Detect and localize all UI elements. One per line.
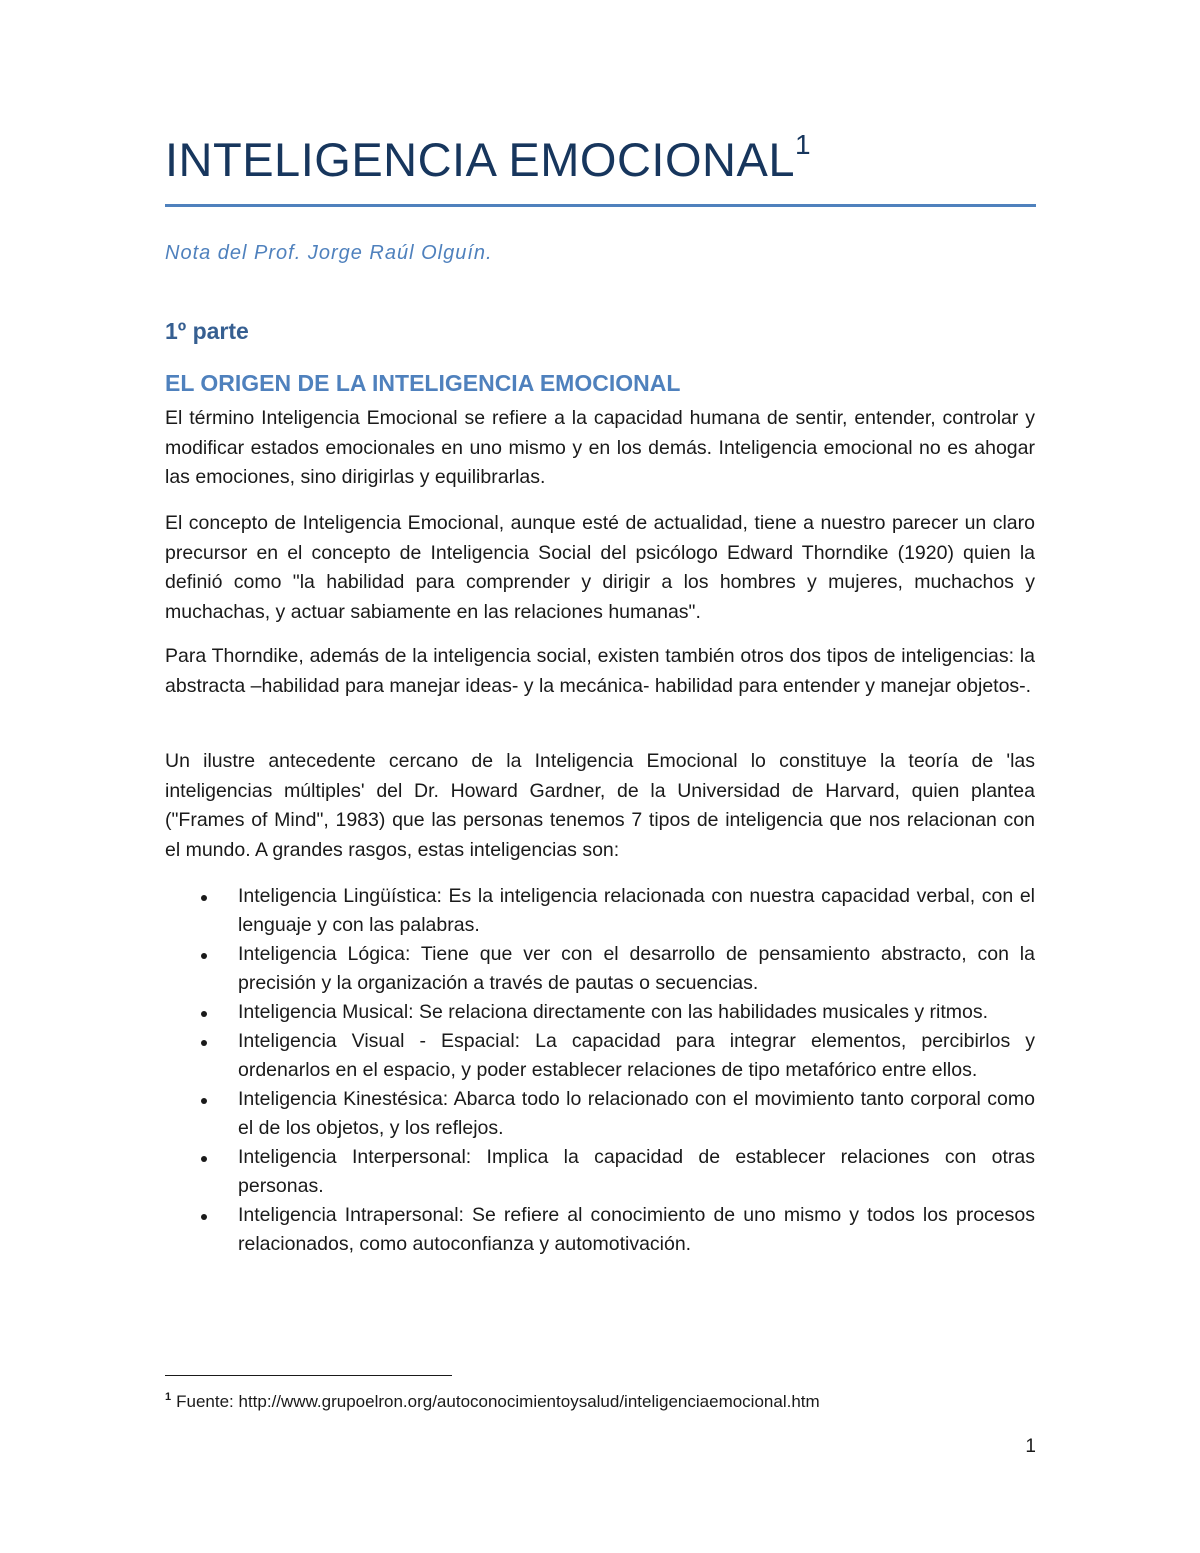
page-number: 1 <box>1025 1436 1036 1457</box>
bullet-icon <box>201 1214 207 1220</box>
list-item <box>238 882 1035 940</box>
list-item <box>238 1027 1035 1085</box>
author-note: Nota del Prof. Jorge Raúl Olguín. <box>165 242 493 264</box>
footnote-separator <box>165 1375 452 1376</box>
list-item-text: Inteligencia Interpersonal: Implica la capacidad de establecer relaciones con otras personas. <box>238 1146 1035 1197</box>
footnote-text: Fuente: http://www.grupoelron.org/autoconocimientoysalud/inteligenciaemocional.htm <box>176 1392 820 1411</box>
title-underline-rule <box>165 204 1036 207</box>
bullet-icon <box>201 1011 207 1017</box>
bullet-icon <box>201 1098 207 1104</box>
footnote-marker: 1 <box>165 1391 172 1403</box>
list-item-text: Inteligencia Visual - Espacial: La capacidad para integrar elementos, percibirlos y ordenarlos en el espacio, y poder establecer relaciones de tipo metafórico entre ellos. <box>238 1030 1035 1081</box>
paragraph-gardner: Un ilustre antecedente cercano de la Inteligencia Emocional lo constituye la teoría de 'las inteligencias múltiples' del Dr. Howard Gardner, de la Universidad de Harvard, quien plantea ("Frames of Mind", 1983) que las personas tenemos 7 tipos de inteligencia que nos relacionan con el mundo. A grandes rasgos, estas inteligencias son: <box>165 750 1035 861</box>
bullet-icon <box>201 1040 207 1046</box>
paragraph-thorndike-types: Para Thorndike, además de la inteligencia social, existen también otros dos tipos de inteligencias: la abstracta –habilidad para manejar ideas- y la mecánica- habilidad para entender y manejar objetos-. <box>165 645 1035 697</box>
paragraph-definition: El término Inteligencia Emocional se refiere a la capacidad humana de sentir, entender, controlar y modificar estados emocionales en uno mismo y en los demás. Inteligencia emocional no es ahogar las emociones, sino dirigirlas y equilibrarlas. <box>165 407 1035 488</box>
bullet-icon <box>201 953 207 959</box>
title-text: INTELIGENCIA EMOCIONAL <box>165 133 795 186</box>
list-item <box>238 1201 1035 1259</box>
list-item-text: Inteligencia Intrapersonal: Se refiere al conocimiento de uno mismo y todos los procesos relacionados, como autoconfianza y automotivación. <box>238 1204 1035 1255</box>
list-item-text: Inteligencia Lingüística: Es la inteligencia relacionada con nuestra capacidad verbal, con el lenguaje y con las palabras. <box>238 885 1035 936</box>
list-item-text: Inteligencia Musical: Se relaciona directamente con las habilidades musicales y ritmos. <box>238 1001 989 1023</box>
bullet-icon <box>201 1156 207 1162</box>
list-item <box>238 940 1035 998</box>
list-item <box>238 1085 1035 1143</box>
section-heading: EL ORIGEN DE LA INTELIGENCIA EMOCIONAL <box>165 370 681 396</box>
list-item-text: Inteligencia Kinestésica: Abarca todo lo relacionado con el movimiento tanto corporal como el de los objetos, y los reflejos. <box>238 1088 1035 1139</box>
list-item-text: Inteligencia Lógica: Tiene que ver con el desarrollo de pensamiento abstracto, con la precisión y la organización a través de pautas o secuencias. <box>238 943 1035 994</box>
footnote <box>165 1392 820 1412</box>
document-title <box>165 129 812 187</box>
intelligences-list <box>238 882 1035 1259</box>
paragraph-thorndike-concept: El concepto de Inteligencia Emocional, aunque esté de actualidad, tiene a nuestro parecer un claro precursor en el concepto de Inteligencia Social del psicólogo Edward Thorndike (1920) quien la definió como "la habilidad para comprender y dirigir a los hombres y mujeres, muchachos y muchachas, y actuar sabiamente en las relaciones humanas". <box>165 512 1035 623</box>
part-heading: 1º parte <box>165 318 249 344</box>
list-item <box>238 1143 1035 1201</box>
list-item <box>238 998 1035 1027</box>
bullet-icon <box>201 895 207 901</box>
title-footnote-marker: 1 <box>794 129 812 160</box>
